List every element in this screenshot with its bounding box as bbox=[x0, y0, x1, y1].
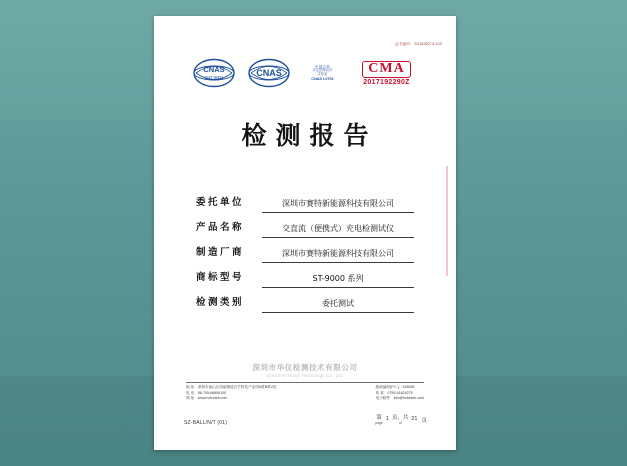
field-label-test-type: 检测类别 bbox=[196, 297, 245, 308]
footer-divider bbox=[186, 382, 424, 383]
postcode-value: 518055 bbox=[402, 385, 415, 389]
of-label-en: of bbox=[398, 420, 402, 425]
postcode-label: 邮政编码(P.C.)： bbox=[375, 385, 403, 389]
page-unit: 页 bbox=[421, 418, 427, 424]
field-value-test-type: 委托测试 bbox=[262, 298, 414, 313]
email-value: info@hzlcntek.com bbox=[393, 396, 424, 401]
table-row bbox=[196, 213, 414, 238]
of-label-cn: 页，共 bbox=[391, 415, 409, 421]
field-value-manufacturer: 深圳市赛特新能源科技有限公司 bbox=[262, 248, 414, 263]
cma-number: 2017192290Z bbox=[363, 79, 410, 86]
cma-letters: CMA bbox=[368, 61, 405, 76]
page-indicator bbox=[354, 416, 428, 425]
email-label: 电子邮件： bbox=[375, 396, 394, 401]
footer-contact-left bbox=[186, 385, 276, 402]
page-number: 1 bbox=[385, 416, 389, 422]
cnas-text-line1: 中国合格 bbox=[314, 64, 331, 69]
address-value: 深圳市南山区西丽街道白芒科技产业园A栋B栋2层 bbox=[197, 385, 277, 389]
field-value-model: ST-9000 系列 bbox=[262, 273, 414, 288]
cma-logo bbox=[355, 60, 419, 86]
table-row bbox=[196, 238, 414, 263]
accreditation-logo-strip bbox=[154, 50, 456, 96]
field-label-product-name: 产品名称 bbox=[196, 222, 245, 233]
cnas-text-logo bbox=[302, 65, 344, 81]
company-name-en: Shenzhen Huayi Technology Co., Ltd. bbox=[266, 373, 344, 378]
page-label-cn: 第 bbox=[376, 415, 382, 421]
phone-label: 电 话： bbox=[186, 390, 198, 395]
cnas-accreditation-logo bbox=[192, 53, 236, 93]
document-code: SZ-BALL/N/T (01) bbox=[184, 420, 228, 426]
page-label-group bbox=[375, 416, 383, 425]
of-label-group bbox=[392, 416, 409, 425]
cnas-lab-logo bbox=[247, 53, 291, 93]
svg-text:CNAS: CNAS bbox=[255, 68, 282, 78]
cma-mark bbox=[362, 61, 410, 78]
footer-contact-info bbox=[186, 385, 424, 402]
cnas-text-line3: 实验室 bbox=[317, 71, 328, 76]
field-value-client: 深圳市赛特新能源科技有限公司 bbox=[262, 198, 414, 213]
field-label-manufacturer: 制造厂商 bbox=[196, 247, 245, 258]
scan-artifact bbox=[446, 166, 448, 276]
field-label-model: 商标型号 bbox=[196, 272, 245, 283]
svg-text:ISO 9001: ISO 9001 bbox=[203, 75, 224, 80]
footer-email-line bbox=[376, 396, 424, 402]
svg-text:CNAS: CNAS bbox=[202, 65, 225, 74]
web-value: www.hzlcntek.com bbox=[197, 396, 228, 401]
table-row bbox=[196, 263, 414, 288]
table-row bbox=[196, 188, 414, 213]
footer-contact-right bbox=[376, 385, 424, 402]
field-label-client: 委托单位 bbox=[196, 197, 245, 208]
report-field-table bbox=[196, 188, 414, 313]
certificate-number: 证书编号：SZ18IS074-103 bbox=[395, 42, 442, 46]
field-value-product-name: 交直流（便携式）充电检测试仪 bbox=[262, 223, 414, 238]
document-page bbox=[154, 16, 456, 450]
web-label: 网 址： bbox=[186, 396, 198, 401]
fax-label: 传 真： bbox=[375, 390, 388, 395]
address-label: 地 址： bbox=[186, 385, 198, 389]
table-row bbox=[196, 288, 414, 313]
fax-value: 0755-61824275 bbox=[387, 390, 413, 395]
page-label-en: page bbox=[375, 420, 383, 425]
cnas-text-line2: 评定国家认可 bbox=[312, 67, 333, 72]
total-pages: 21 bbox=[411, 416, 418, 422]
company-name-cn: 深圳市华仪检测技术有限公司 bbox=[252, 363, 358, 372]
footer-web-line bbox=[186, 396, 276, 402]
page-title: 检测报告 bbox=[241, 121, 378, 150]
phone-value: 86-755-66856100 bbox=[197, 390, 227, 395]
cnas-text-line4: CNAS L0701 bbox=[311, 76, 334, 81]
